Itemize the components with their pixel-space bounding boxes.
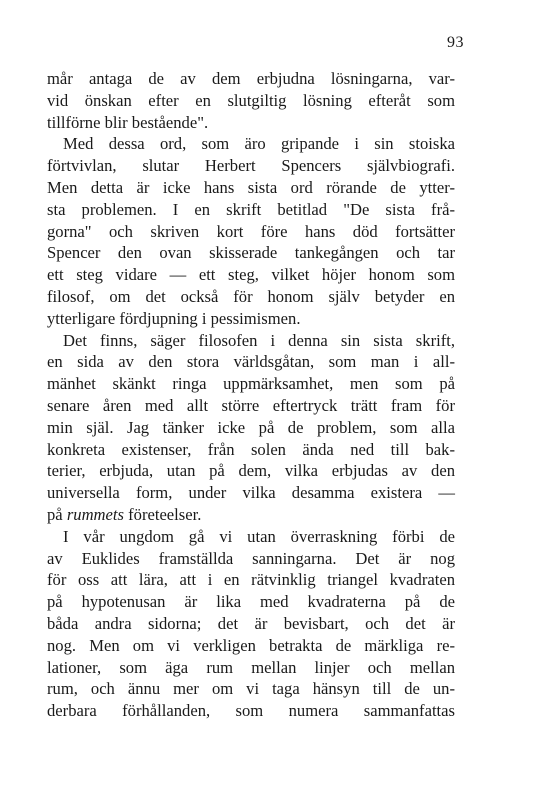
text-line: gorna" och skriven kort före hans död fortsätter	[47, 221, 455, 241]
paragraph	[47, 330, 455, 526]
text-line: av Euklides framställda sanningarna. Det är nog	[47, 548, 455, 568]
text-line: lationer, som äga rum mellan linjer och mellan	[47, 657, 455, 677]
emphasized-word: rummets	[66, 504, 124, 524]
text-fragment: företeelser.	[123, 504, 202, 524]
text-line: nog. Men om vi verkligen betrakta de märkliga re-	[47, 635, 455, 655]
text-line: mår antaga de av dem erbjudna lösningarna, var-	[47, 69, 455, 88]
text-line: min själ. Jag tänker icke på de problem, som alla	[47, 417, 455, 437]
text-line: konkreta existenser, från solen ända ned till bak-	[47, 439, 455, 459]
body-text	[47, 68, 455, 722]
text-line: en sida av den stora världsgåtan, som man i all-	[47, 352, 455, 372]
text-line: vid önskan efter en slutgiltig lösning efteråt som	[47, 90, 455, 110]
paragraph	[47, 133, 455, 329]
text-fragment: på	[47, 504, 67, 524]
text-line: Det finns, säger filosofen i denna sin sista skrift,	[63, 330, 455, 350]
text-line: Med dessa ord, som äro gripande i sin stoiska	[63, 134, 455, 154]
text-line: universella form, under vilka desamma existera —	[47, 483, 455, 503]
text-line: filosof, om det också för honom själv betyder en	[47, 286, 455, 306]
text-line: för oss att lära, att i en rätvinklig triangel kvadraten	[47, 570, 455, 590]
page-number: 93	[447, 34, 464, 51]
text-line: ett steg vidare — ett steg, vilket höjer honom som	[47, 265, 455, 285]
text-line: båda andra sidorna; det är bevisbart, och det är	[47, 613, 455, 633]
paragraph	[47, 526, 455, 722]
text-line	[47, 504, 455, 526]
text-line: I vår ungdom gå vi utan överraskning förbi de	[63, 526, 455, 546]
text-line: derbara förhållanden, som numera sammanfattas	[47, 701, 455, 721]
text-line: Spencer den ovan skisserade tankegången och tar	[47, 243, 455, 263]
text-line: mänhet skänkt ringa uppmärksamhet, men som på	[47, 374, 455, 394]
text-line: rum, och ännu mer om vi taga hänsyn till de un-	[47, 679, 455, 699]
text-line: terier, erbjuda, utan på dem, vilka erbjudas av den	[47, 461, 455, 481]
text-line: tillförne blir bestående".	[47, 112, 209, 132]
text-line: Men detta är icke hans sista ord rörande de ytter-	[47, 177, 455, 197]
text-line: på hypotenusan är lika med kvadraterna på de	[47, 592, 455, 612]
text-line: ytterligare fördjupning i pessimismen.	[47, 308, 301, 328]
text-line: senare åren med allt större eftertryck trätt fram för	[47, 395, 455, 415]
paragraph	[47, 68, 455, 133]
text-line: förtvivlan, slutar Herbert Spencers självbiografi.	[47, 156, 455, 176]
text-line: sta problemen. I en skrift betitlad "De sista frå-	[47, 199, 455, 219]
